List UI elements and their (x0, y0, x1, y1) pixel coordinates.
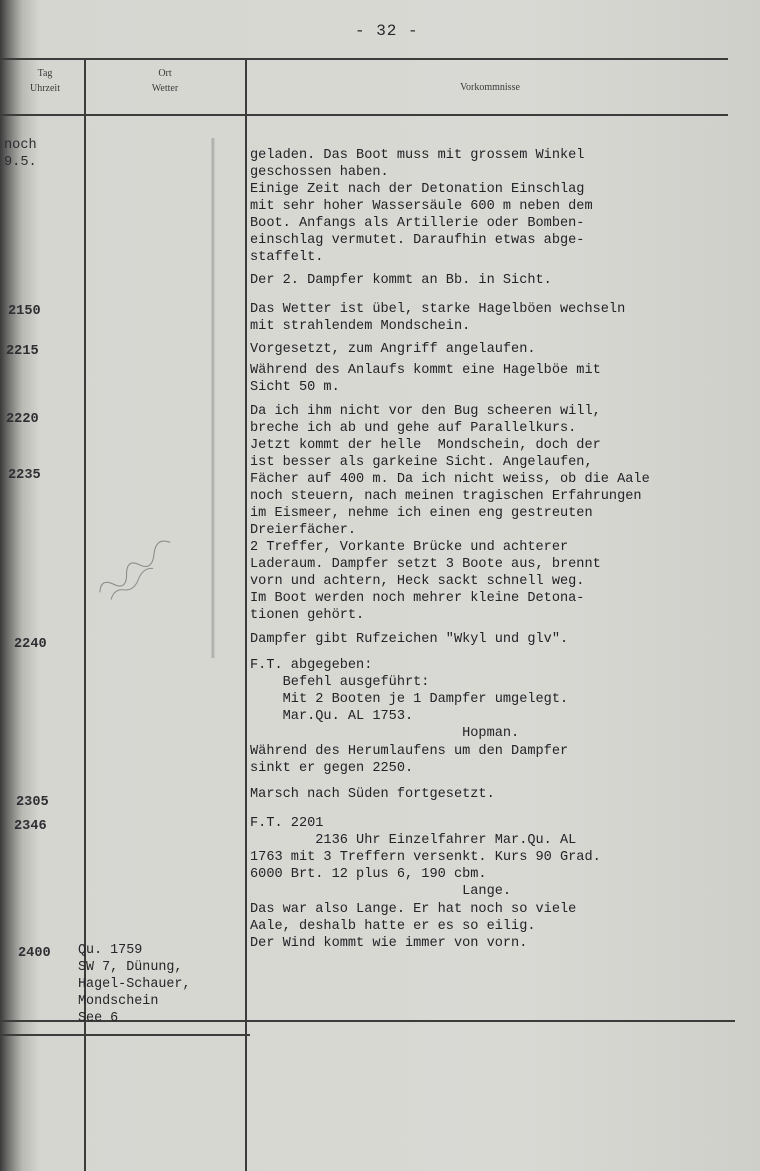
page-number: - 32 - (355, 22, 419, 40)
table-top-rule (0, 58, 728, 60)
entry-continuation: geladen. Das Boot muss mit grossem Winkel geschossen haben. Einige Zeit nach der Detonation Einschlag mit sehr hoher Wassersäule 600 m neben dem Boot. Anfangs als Artillerie oder Bomben- einschlag vermutet. Daraufhin etwas abge- staffelt. (250, 148, 593, 265)
time-2215: 2215 (6, 344, 39, 359)
entry-second-steamer: Der 2. Dampfer kommt an Bb. in Sicht. (250, 273, 552, 288)
header-bottom-rule (0, 114, 728, 116)
pencil-annotation (85, 520, 200, 610)
time-2150: 2150 (8, 304, 41, 319)
entry-radio-sent: F.T. abgegeben: Befehl ausgeführt: Mit 2 Booten je 1 Dampfer umgelegt. Mar.Qu. AL 1753. Hopman. (250, 658, 569, 741)
entry-callsign: Dampfer gibt Rufzeichen "Wkyl und glv". (250, 632, 569, 647)
entry-closing: Das war also Lange. Er hat noch so viele Aale, deshalb hatte er es so eilig. Der Wind kommt wie immer von vorn. (250, 902, 577, 951)
entry-radio-received: F.T. 2201 2136 Uhr Einzelfahrer Mar.Qu. AL 1763 mit 3 Treffern versenkt. Kurs 90 Grad. 6000 Brt. 12 plus 6, 190 cbm. Lange. (250, 816, 601, 899)
time-2235: 2235 (8, 468, 41, 483)
table-bottom-rule-2 (0, 1034, 250, 1036)
entry-attack: Da ich ihm nicht vor den Bug scheeren will, breche ich ab und gehe auf Parallelkurs. Jetzt kommt der helle Mondschein, doch der ist besser als garkeine Sicht. Angelaufen, Fächer auf 400 m. Da ich nicht weiss, ob die Aale noch steuern, nach meinen tragischen Erfahrungen im Eismeer, nehme ich einen eng gestreuten Dreierfächer. 2 Treffer, Vorkante Brücke und achterer Laderaum. Dampfer setzt 3 Boote aus, brennt vorn und achtern, Heck sackt schnell weg. Im Boot werden noch mehrer kleine Detona- tionen gehört. (250, 404, 650, 623)
header-events: Vorkommnisse (460, 82, 520, 93)
col-divider-2 (245, 58, 247, 1171)
weather-entry: Qu. 1759 SW 7, Dünung, Hagel-Schauer, Mondschein See 6 (78, 943, 191, 1026)
time-2346: 2346 (14, 819, 47, 834)
pencil-margin-line (206, 138, 220, 658)
entry-march-south: Marsch nach Süden fortgesetzt. (250, 787, 495, 802)
entry-weather: Das Wetter ist übel, starke Hagelböen wechseln mit strahlendem Mondschein. (250, 302, 626, 334)
time-2305: 2305 (16, 795, 49, 810)
time-2220: 2220 (6, 412, 39, 427)
time-2400: 2400 (18, 946, 51, 961)
header-date-time: Tag Uhrzeit (30, 68, 60, 94)
scribble-icon (85, 520, 200, 610)
entry-attack-start: Vorgesetzt, zum Angriff angelaufen. (250, 342, 536, 357)
date-continuation: noch 9.5. (4, 138, 37, 170)
entry-sinking: Während des Herumlaufens um den Dampfer sinkt er gegen 2250. (250, 744, 569, 776)
entry-hail: Während des Anlaufs kommt eine Hagelböe mit Sicht 50 m. (250, 363, 601, 395)
header-place-weather: Ort Wetter (151, 68, 179, 94)
time-2240: 2240 (14, 637, 47, 652)
